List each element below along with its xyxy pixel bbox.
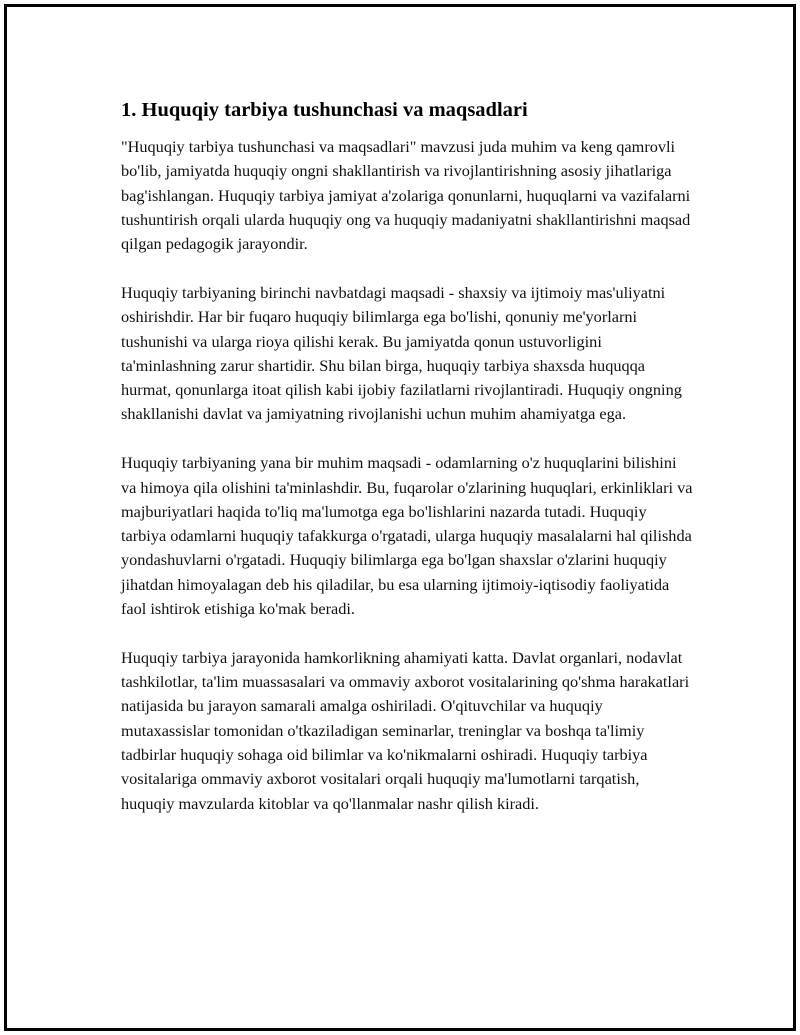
paragraph-1: "Huquqiy tarbiya tushunchasi va maqsadlari" mavzusi juda muhim va keng qamrovli bo'lib, jamiyatda huquqiy ongni shakllantirish va rivojlantirishning asosiy jihatlariga bag'ishlangan. Huquqiy tarbiya jamiyat a'zolariga qonunlarni, huquqlarni va vazifalarni tushuntirish orqali ularda huquqiy ong va huquqiy madaniyatni shakllantirishni maqsad qilgan pedagogik jarayondir. [121, 137, 691, 254]
paragraph-4: Huquqiy tarbiya jarayonida hamkorlikning ahamiyati katta. Davlat organlari, nodavlat tashkilotlar, ta'lim muassasalari va ommaviy axborot vositalarining qo'shma harakatlari natijasida bu jarayon samarali amalga oshiriladi. O'qituvchilar va huquqiy mutaxassislar tomonidan o'tkaziladigan seminarlar, treninglar va boshqa ta'limiy tadbirlar huquqiy sohaga oid bilimlar va ko'nikmalarni oshiradi. Huquqiy tarbiya vositalariga ommaviy axborot vositalari orqali huquqiy ma'lumotlarni tarqatish, huquqiy mavzularda kitoblar va qo'llanmalar nashr qilish kiradi. [121, 647, 690, 813]
paragraph-3: Huquqiy tarbiyaning yana bir muhim maqsadi - odamlarning o'z huquqlarini bilishini va himoya qila olishini ta'minlashdir. Bu, fuqarolar o'zlarining huquqlari, erkinliklari va majburiyatlari haqida to'liq ma'lumotga ega bo'lishlarini nazarda tutadi. Huquqiy tarbiya odamlarni huquqiy tafakkurga o'rgatadi, ularga huquqiy masalalarni hal qilishda yondashuvlarni o'rgatadi. Huquqiy bilimlarga ega bo'lgan shaxslar o'zlarini huquqiy jihatdan himoyalagan deb his qiladilar, bu esa ularning ijtimoiy-iqtisodiy faoliyatida faol ishtirok etishiga ko'mak beradi. [121, 453, 693, 619]
document-body [121, 97, 693, 840]
section-title: 1. Huquqiy tarbiya tushunchasi va maqsadlari [121, 99, 528, 121]
page-frame [4, 4, 796, 1031]
paragraph-2: Huquqiy tarbiyaning birinchi navbatdagi maqsadi - shaxsiy va ijtimoiy mas'uliyatni oshirishdir. Har bir fuqaro huquqiy bilimlarga ega bo'lishi, qonuniy me'yorlarni tushunishi va ularga rioya qilishi kerak. Bu jamiyatda qonun ustuvorligini ta'minlashning zarur shartidir. Shu bilan birga, huquqiy tarbiya shaxsda huquqqa hurmat, qonunlarga itoat qilish kabi ijobiy fazilatlarni rivojlantiradi. Huquqiy ongning shakllanishi davlat va jamiyatning rivojlanishi uchun muhim ahamiyatga ega. [121, 282, 682, 424]
